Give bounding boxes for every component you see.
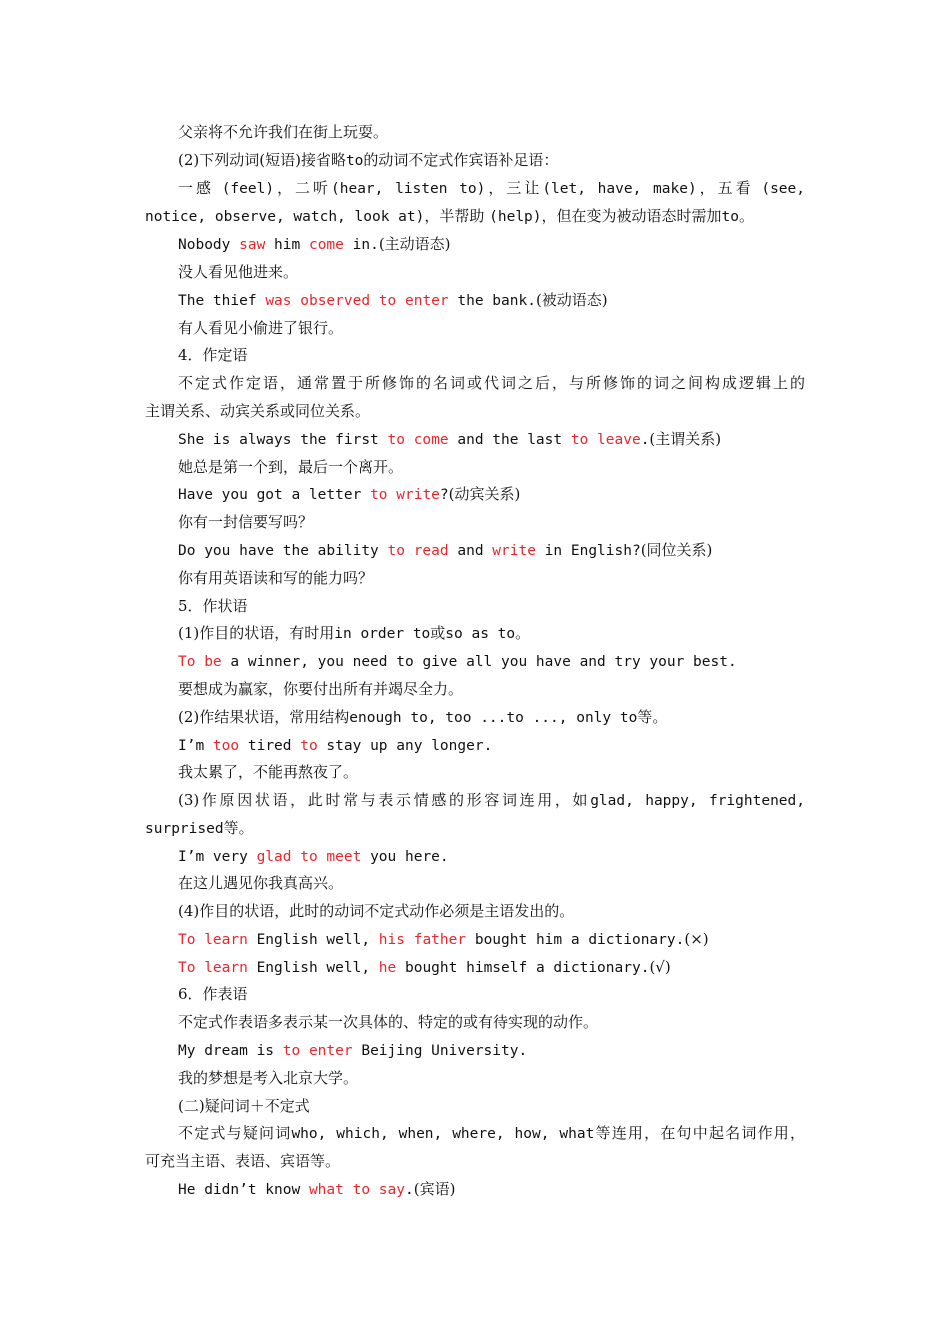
text-segment: (4)作目的状语，此时的动词不定式动作必须是主语发出的。 (178, 902, 575, 920)
text-segment: (2)作结果状语，常用结构 (178, 708, 350, 726)
text-segment: English well, (247, 932, 379, 948)
text-segment: who, which, when, where, how, what (291, 1126, 595, 1142)
text-segment: 一感 (178, 179, 222, 197)
text-line (178, 651, 805, 673)
text-line (178, 1096, 805, 1118)
text-segment: 她总是第一个到，最后一个离开。 (178, 458, 404, 476)
text-segment: ，二听 (274, 179, 332, 197)
text-line (178, 623, 805, 645)
text-line (178, 790, 805, 812)
text-segment: 不定式作定语，通常置于所修饰的名词或代词之后，与所修饰的词之间构成逻辑上的 (178, 374, 805, 392)
text-segment: 有人看见小偷进了银行。 (178, 319, 344, 337)
text-line (145, 818, 805, 840)
text-segment: (同位关系) (640, 541, 713, 559)
text-line (178, 318, 805, 340)
text-segment: ，半帮助 (424, 207, 490, 225)
text-segment: 等。 (223, 819, 254, 837)
highlighted-text: was observed to enter (265, 293, 449, 309)
highlighted-text: to (300, 738, 318, 754)
highlighted-text: too (212, 738, 240, 754)
text-line (145, 206, 805, 228)
text-segment: a winner, you need to give all you have and try your best. (221, 654, 737, 670)
text-segment: (3)作原因状语，此时常与表示情感的形容词连用，如 (178, 791, 591, 809)
text-segment: 。 (515, 624, 531, 642)
text-segment: ，五看 (696, 179, 762, 197)
text-segment: 我的梦想是考入北京大学。 (178, 1069, 359, 1087)
text-line (178, 735, 805, 757)
text-segment: 等。 (637, 708, 668, 726)
text-segment: My dream is (178, 1043, 283, 1059)
text-segment: 可充当主语、表语、宾语等。 (145, 1152, 341, 1170)
text-segment: enough to, too ...to ..., only to (349, 710, 638, 726)
highlighted-text: to enter (282, 1043, 353, 1059)
text-segment: 不定式与疑问词 (178, 1124, 292, 1142)
highlighted-text: saw (239, 237, 266, 253)
text-segment: and (448, 543, 493, 559)
text-segment: you here. (361, 849, 449, 865)
text-line (178, 1123, 805, 1145)
text-segment: (宾语) (413, 1180, 456, 1198)
text-segment: 6．作表语 (178, 985, 248, 1003)
text-segment: so as to (445, 626, 516, 642)
text-segment: bought himself a dictionary. (396, 960, 650, 976)
text-segment: to (721, 209, 740, 225)
text-line (178, 345, 805, 367)
text-line (178, 540, 805, 562)
text-line (178, 262, 805, 284)
text-line (178, 568, 805, 590)
text-segment: in English? (535, 543, 641, 559)
text-segment: 或 (430, 624, 446, 642)
text-line (178, 846, 805, 868)
text-segment: stay up any longer. (317, 738, 493, 754)
text-line (178, 457, 805, 479)
text-line (178, 1012, 805, 1034)
text-segment: He didn’t know (178, 1182, 309, 1198)
text-segment: I’m (178, 738, 213, 754)
text-segment: 你有用英语读和写的能力吗？ (178, 569, 374, 587)
text-segment: The thief (178, 293, 266, 309)
text-segment: Beijing University. (352, 1043, 528, 1059)
text-segment: tired (239, 738, 301, 754)
text-line (178, 707, 805, 729)
text-segment: in order to (334, 626, 431, 642)
text-segment: to (345, 153, 364, 169)
text-line (178, 929, 805, 951)
text-line (178, 484, 805, 506)
text-segment: glad, happy, frightened, (590, 793, 806, 809)
text-segment: ，但在变为被动语态时需加 (541, 207, 722, 225)
text-segment: ，三让 (485, 179, 543, 197)
highlighted-text: to leave (570, 432, 641, 448)
text-segment: 要想成为赢家，你要付出所有并竭尽全力。 (178, 680, 464, 698)
text-segment: him (265, 237, 309, 253)
text-segment: . (404, 1182, 414, 1198)
text-segment: (×) (684, 930, 709, 948)
text-line (178, 178, 805, 200)
text-segment: (动宾关系) (448, 485, 521, 503)
text-segment: 的动词不定式作宾语补足语： (363, 151, 559, 169)
text-line (178, 234, 805, 256)
text-segment: ? (439, 487, 449, 503)
text-line (178, 1179, 805, 1201)
text-segment: 等连用，在句中起名词作用， (594, 1124, 805, 1142)
text-segment: 不定式作表语多表示某一次具体的、特定的或有待实现的动作。 (178, 1013, 599, 1031)
text-segment: She is always the first (178, 432, 388, 448)
text-line (145, 1151, 805, 1173)
text-segment: Do you have the ability (178, 543, 388, 559)
highlighted-text: he (378, 960, 397, 976)
text-segment: in. (343, 237, 379, 253)
text-segment: (二)疑问词＋不定式 (178, 1097, 310, 1115)
text-line (178, 1040, 805, 1062)
text-segment: bought him a dictionary. (466, 932, 685, 948)
text-line (178, 429, 805, 451)
text-segment: (help) (489, 209, 542, 225)
text-line (178, 1068, 805, 1090)
text-segment: notice, observe, watch, look at) (145, 209, 425, 225)
text-line (145, 401, 805, 423)
text-line (178, 901, 805, 923)
highlighted-text: To learn (178, 960, 248, 976)
text-line (178, 762, 805, 784)
text-segment: (hear, listen to) (331, 181, 486, 197)
highlighted-text: his father (378, 932, 467, 948)
text-segment: 我太累了，不能再熬夜了。 (178, 763, 359, 781)
highlighted-text: to come (387, 432, 449, 448)
text-line (178, 984, 805, 1006)
highlighted-text: come (308, 237, 344, 253)
text-segment: the bank. (448, 293, 536, 309)
text-segment: 主谓关系、动宾关系或同位关系。 (145, 402, 371, 420)
text-segment: 没人看见他进来。 (178, 263, 299, 281)
text-line (178, 122, 805, 144)
text-segment: . (640, 432, 650, 448)
text-segment: 4．作定语 (178, 346, 248, 364)
text-segment: English well, (247, 960, 379, 976)
highlighted-text: To be (178, 654, 222, 670)
text-segment: Nobody (178, 237, 240, 253)
text-line (178, 373, 805, 395)
highlighted-text: what to say (308, 1182, 405, 1198)
text-line (178, 512, 805, 534)
text-segment: 在这儿遇见你我真高兴。 (178, 874, 344, 892)
text-segment: 5．作状语 (178, 597, 248, 615)
text-line (178, 873, 805, 895)
text-segment: I’m very (178, 849, 257, 865)
text-line (178, 679, 805, 701)
text-segment: (feel) (221, 181, 275, 197)
text-segment: 你有一封信要写吗？ (178, 513, 314, 531)
text-segment: 父亲将不允许我们在街上玩耍。 (178, 123, 389, 141)
text-segment: 。 (739, 207, 755, 225)
text-segment: (被动语态) (535, 291, 608, 309)
text-line (178, 957, 805, 979)
highlighted-text: To learn (178, 932, 248, 948)
text-segment: surprised (145, 821, 224, 837)
text-segment: (let, have, make) (542, 181, 697, 197)
text-segment: and the last (448, 432, 571, 448)
text-line (178, 596, 805, 618)
text-line (178, 150, 805, 172)
highlighted-text: glad to meet (256, 849, 362, 865)
highlighted-text: to read (387, 543, 449, 559)
highlighted-text: to write (370, 487, 440, 503)
text-line (178, 290, 805, 312)
text-segment: (主谓关系) (649, 430, 722, 448)
text-segment: (主动语态) (378, 235, 451, 253)
highlighted-text: write (492, 543, 536, 559)
text-segment: (see, (761, 181, 805, 197)
text-segment: (1)作目的状语，有时用 (178, 624, 335, 642)
text-segment: Have you got a letter (178, 487, 371, 503)
text-segment: (√) (649, 958, 671, 976)
text-segment: (2)下列动词(短语)接省略 (178, 151, 346, 169)
